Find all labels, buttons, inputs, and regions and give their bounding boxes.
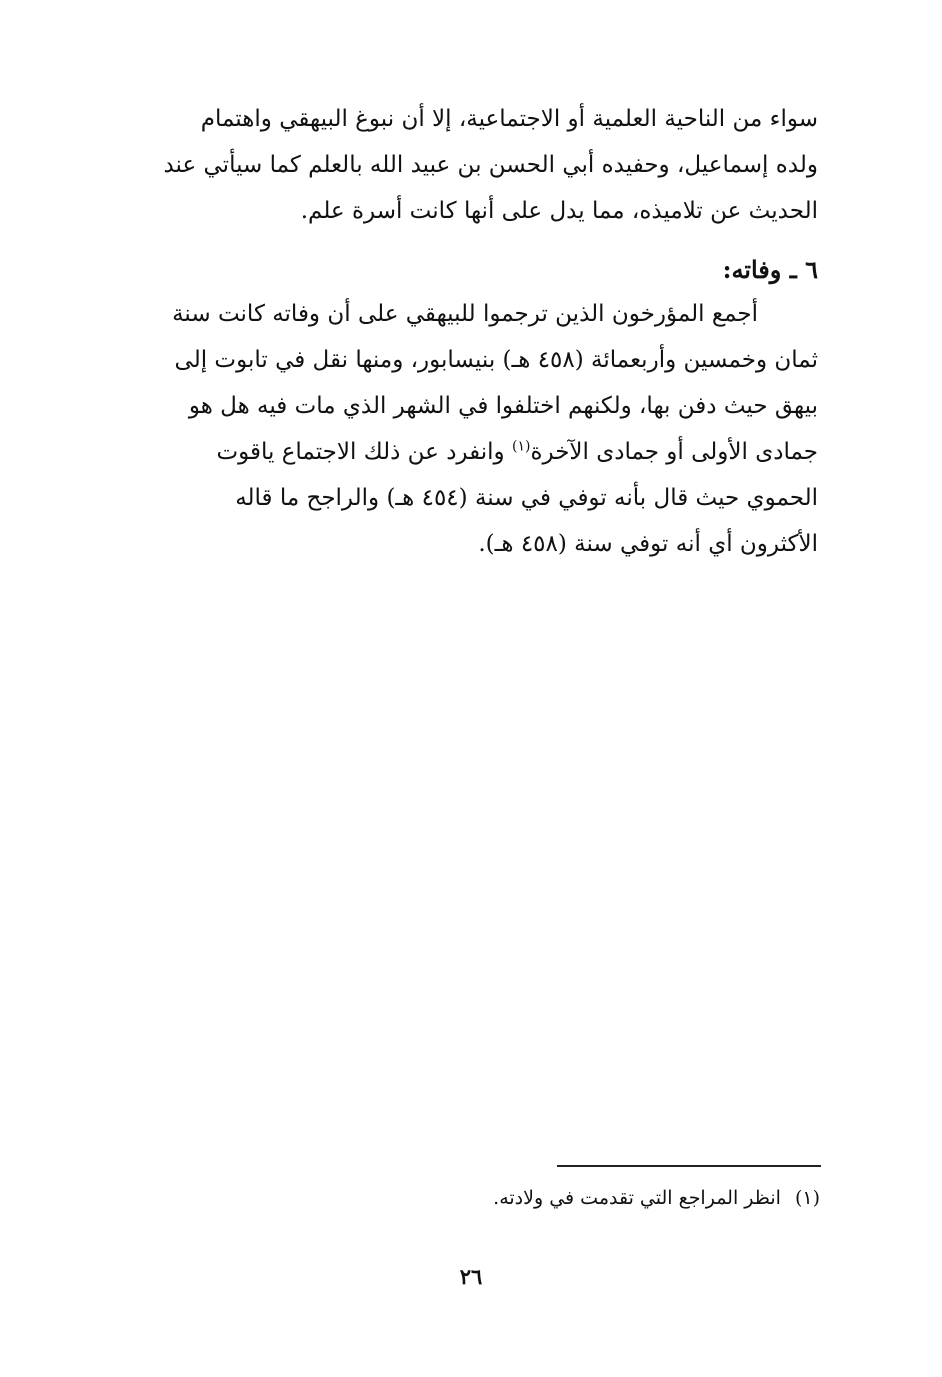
paragraph-line-text: جمادى الأولى أو جمادى الآخرة	[530, 439, 818, 465]
paragraph-line	[120, 429, 818, 475]
paragraph-line: الحموي حيث قال بأنه توفي في سنة (٤٥٤ هـ) والراجح ما قاله	[235, 485, 818, 511]
paragraph-line: ثمان وخمسين وأربعمائة (٤٥٨ هـ) بنيسابور، ومنها نقل في تابوت إلى	[174, 347, 818, 373]
footnote-text: انظر المراجع التي تقدمت في ولادته.	[493, 1187, 781, 1209]
footnote-number: (١)	[794, 1187, 820, 1209]
paragraph-line: الأكثرون أي أنه توفي سنة (٤٥٨ هـ).	[478, 531, 818, 557]
paragraph-line: بيهق حيث دفن بها، ولكنهم اختلفوا في الشهر الذي مات فيه هل هو	[188, 393, 818, 419]
paragraph-line	[120, 291, 818, 337]
paragraph-line: سواء من الناحية العلمية أو الاجتماعية، إلا أن نبوغ البيهقي واهتمام	[200, 106, 818, 132]
section-heading: ٦ ـ وفاته:	[722, 255, 818, 284]
paragraph-line-text: أجمع المؤرخون الذين ترجموا للبيهقي على أن وفاته كانت سنة	[172, 301, 758, 327]
footnote-reference[interactable]: (١)	[511, 438, 531, 455]
paragraph-line: ولده إسماعيل، وحفيده أبي الحسن بن عبيد الله بالعلم كما سيأتي عند	[163, 152, 818, 178]
page-number: ٢٦	[459, 1264, 483, 1289]
paragraph-line: الحديث عن تلاميذه، مما يدل على أنها كانت أسرة علم.	[300, 198, 818, 224]
continued-paragraph	[120, 96, 818, 234]
paragraph-line-text: وانفرد عن ذلك الاجتماع ياقوت	[216, 439, 512, 465]
death-paragraph	[120, 291, 818, 567]
footnote	[300, 1180, 820, 1216]
footnote-separator	[557, 1165, 821, 1167]
